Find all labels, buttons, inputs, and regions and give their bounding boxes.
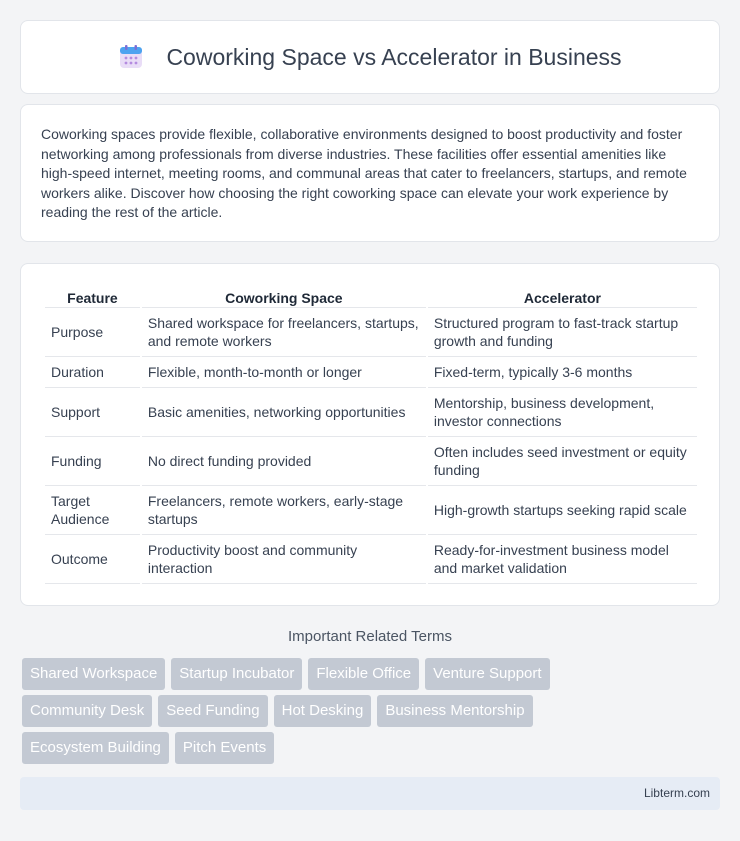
footer-site-link[interactable]: Libterm.com — [643, 786, 710, 800]
tag-venture-support[interactable]: Venture Support — [425, 658, 549, 690]
header-accelerator: Accelerator — [428, 284, 697, 308]
header-coworking: Coworking Space — [142, 284, 426, 308]
tag-startup-incubator[interactable]: Startup Incubator — [171, 658, 302, 690]
related-terms-tags — [22, 658, 722, 769]
row-accelerator: Structured program to fast-track startup growth and funding — [428, 308, 697, 357]
row-accelerator: Ready-for-investment business model and market validation — [428, 535, 697, 584]
tag-hot-desking[interactable]: Hot Desking — [274, 695, 372, 727]
row-accelerator: Fixed-term, typically 3-6 months — [428, 357, 697, 388]
row-feature: Outcome — [45, 535, 140, 584]
row-feature: Duration — [45, 357, 140, 388]
row-feature: Funding — [45, 437, 140, 486]
tag-business-mentorship[interactable]: Business Mentorship — [377, 695, 532, 727]
table-row — [45, 308, 697, 357]
tag-pitch-events[interactable]: Pitch Events — [175, 732, 274, 764]
table-header-row — [45, 284, 697, 308]
related-terms-title: Important Related Terms — [288, 628, 452, 645]
page-title: Coworking Space vs Accelerator in Business — [166, 43, 622, 70]
tag-row — [22, 732, 722, 764]
row-accelerator: Mentorship, business development, investor connections — [428, 388, 697, 437]
intro-paragraph: Coworking spaces provide flexible, collaborative environments designed to boost productivity and foster networking among professionals from diverse industries. These facilities offer essential amenities like high-speed internet, meeting rooms, and communal areas that cater to freelancers, startups, and remote workers alike. Discover how choosing the right coworking space can elevate your work experience by reading the rest of the article. — [41, 126, 687, 220]
header-feature: Feature — [45, 284, 140, 308]
table-row — [45, 357, 697, 388]
tag-community-desk[interactable]: Community Desk — [22, 695, 152, 727]
table-row — [45, 535, 697, 584]
comparison-table — [43, 284, 699, 584]
row-coworking: Basic amenities, networking opportunities — [142, 388, 426, 437]
row-feature: Purpose — [45, 308, 140, 357]
calendar-icon — [118, 44, 144, 70]
row-coworking: Productivity boost and community interaction — [142, 535, 426, 584]
row-coworking: No direct funding provided — [142, 437, 426, 486]
tag-flexible-office[interactable]: Flexible Office — [308, 658, 419, 690]
table-row — [45, 486, 697, 535]
row-coworking: Freelancers, remote workers, early-stage startups — [142, 486, 426, 535]
row-feature: Support — [45, 388, 140, 437]
tag-row — [22, 658, 722, 690]
row-coworking: Flexible, month-to-month or longer — [142, 357, 426, 388]
header-card — [20, 20, 720, 94]
comparison-card — [20, 263, 720, 606]
tag-row — [22, 695, 722, 727]
row-accelerator: High-growth startups seeking rapid scale — [428, 486, 697, 535]
row-accelerator: Often includes seed investment or equity funding — [428, 437, 697, 486]
row-feature: Target Audience — [45, 486, 140, 535]
table-row — [45, 437, 697, 486]
tag-shared-workspace[interactable]: Shared Workspace — [22, 658, 165, 690]
table-row — [45, 388, 697, 437]
footer — [20, 777, 720, 810]
intro-card — [20, 104, 720, 242]
row-coworking: Shared workspace for freelancers, startups, and remote workers — [142, 308, 426, 357]
tag-ecosystem-building[interactable]: Ecosystem Building — [22, 732, 169, 764]
tag-seed-funding[interactable]: Seed Funding — [158, 695, 267, 727]
